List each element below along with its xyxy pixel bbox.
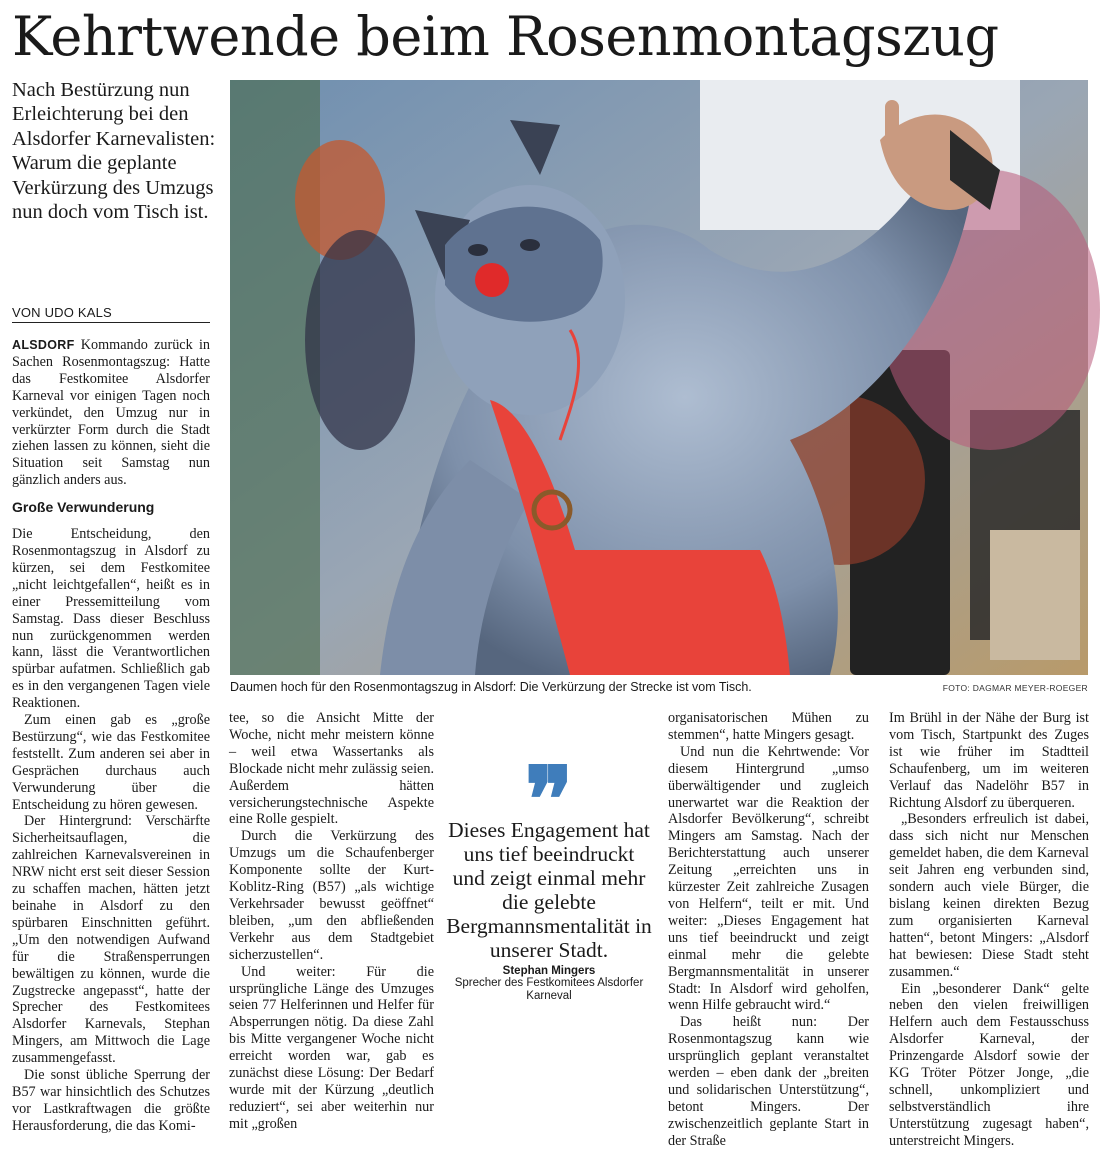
article-column-1 <box>12 337 210 1135</box>
article-column-3 <box>668 710 869 1150</box>
quote-text: Dieses Engagement hat uns tief beeindruckt und zeigt einmal mehr die gelebte Bergmannsmentalität in unserer Stadt. <box>446 818 652 962</box>
intro-paragraph <box>12 337 210 489</box>
paragraph: Ein „besonderer Dank“ gelte neben den vielen freiwilligen Helfern auch dem Festausschuss Alsdorfer Karneval, der Prinzengarde Alsdorf sowie der KG Tröter Pötzer Jonge, „die schnell, unkompliziert und selbstverständlich ihre Unterstützung zugesagt haben“, unterstreicht Mingers. <box>889 980 1089 1149</box>
article-photo <box>230 80 1088 675</box>
paragraph: Und nun die Kehrtwende: Vor diesem Hintergrund „umso überwältigender und zugleich unerwartet war die Reaktion der Alsdorfer Bevölkerung“, schreibt Mingers am Samstag. Nach der Berichterstattung auch unserer Zeitung „erreichten uns in kürzester Zeit zahlreiche Zusagen von Helfern“, teilt er mit. Und weiter: „Dieses Engagement hat uns tief beeindruckt und zeigt einmal mehr die gelebte Bergmannsmentalität in unserer Stadt: In Alsdorf wird geholfen, wenn Hilfe gebraucht wird.“ <box>668 743 869 1014</box>
paragraph: Durch die Verkürzung des Umzugs um die Schaufenberger Komponente sollte der Kurt-Koblitz-Ring (B57) „als wichtige Verkehrsader bewusst geöffnet“ bleiben, „um den abfließenden Verkehr aus dem Stadtgebiet sicherzustellen“. <box>229 828 434 963</box>
paragraph: organisatorischen Mühen zu stemmen“, hatte Mingers gesagt. <box>668 710 869 743</box>
costumed-carnival-figure-image <box>230 80 1088 675</box>
paragraph: Das heißt nun: Der Rosenmontagszug kann wie ursprünglich geplant veranstaltet werden – eben dank der „breiten und solidarischen Unterstützung“, betont Mingers. Der zwischenzeitlich geplante Start in der Straße <box>668 1014 869 1149</box>
caption-text: Daumen hoch für den Rosenmontagszug in Alsdorf: Die Verkürzung der Strecke ist vom Tisch. <box>230 680 752 694</box>
dateline: ALSDORF <box>12 338 75 352</box>
intro-text: Kommando zurück in Sachen Rosenmontagszug: Hatte das Festkomitee Alsdorfer Karneval vor einigen Tagen noch verkündet, den Umzug nur in verkürzter Form durch die Stadt ziehen lassen zu können, sieht die Situation seit Samstag nun gänzlich anders aus. <box>12 337 210 489</box>
photo-credit: FOTO: DAGMAR MEYER-ROEGER <box>942 683 1088 693</box>
article-column-4 <box>889 710 1089 1150</box>
paragraph: Und weiter: Für die ursprüngliche Länge des Umzuges seien 77 Helferinnen und Helfer für Absperrungen nötig. Da diese Zahl bis Mitte vergangener Woche nicht erreicht worden war, gab es zunächst diese Lösung: Der Bedarf wurde mit der Kürzung „deutlich reduziert“, sei aber weiterhin nur mit „großen <box>229 963 434 1132</box>
paragraph: Der Hintergrund: Verschärfte Sicherheitsauflagen, die zahlreichen Karnevalsvereinen in NRW nicht erst seit dieser Session zu schaffen machen, hätten jetzt beinahe in Alsdorf zu den spürbaren Einschnitten geführt. „Um den notwendigen Aufwand für die Straßensperrungen bewältigen zu können, wurde die Zugstrecke angepasst“, hatte der Sprecher des Festkomitees Alsdorfer Karnevals, Stephan Mingers, am Mittwoch die Lage zusammengefasst. <box>12 813 210 1067</box>
photo-caption <box>230 680 1088 694</box>
paragraph: Zum einen gab es „große Bestürzung“, wie das Festkomitee feststellt. Zum anderen sei aber in Gesprächen durchaus auch Verwunderung über die Entscheidung zu hören gewesen. <box>12 712 210 813</box>
paragraph: Die Entscheidung, den Rosenmontagszug in Alsdorf zu kürzen, sei dem Festkomitee „nicht leichtgefallen“, heißt es in einer Pressemitteilung vom Samstag. Dass dieser Beschluss nun zurückgenommen werden kann, lässt die Verantwortlichen spürbar aufatmen. Schließlich gab es in den vergangenen Tagen viele Reaktionen. <box>12 526 210 712</box>
paragraph: Im Brühl in der Nähe der Burg ist vom Tisch, Startpunkt des Zuges ist wie früher im Stadtteil Schaufenberg, um im weiteren Verlauf das Nadelöhr B57 in Richtung Alsdorf zu überqueren. <box>889 710 1089 811</box>
paragraph: „Besonders erfreulich ist dabei, dass sich nicht nur Menschen gemeldet haben, die dem Karneval seit Jahren eng verbunden sind, sondern auch viele Bürger, die bislang keinen direkten Bezug zum organisierten Karneval hatten“, betont Mingers: „Alsdorf hat bewiesen: Diese Stadt steht zusammen.“ <box>889 811 1089 980</box>
paragraph: Die sonst übliche Sperrung der B57 war hinsichtlich des Schutzes vor Lastkraftwagen die größte Herausforderung, die das Komi- <box>12 1067 210 1134</box>
quote-speaker-role: Sprecher des Festkomitees Alsdorfer Karneval <box>454 977 644 1002</box>
article-column-2 <box>229 710 434 1133</box>
lead-paragraph: Nach Bestürzung nun Erleichterung bei den Alsdorfer Karnevalisten: Warum die geplante Verkürzung des Umzugs nun doch vom Tisch ist. <box>12 79 216 224</box>
byline: VON UDO KALS <box>12 305 210 323</box>
headline: Kehrtwende beim Rosenmontagszug <box>12 5 999 68</box>
paragraph: tee, so die Ansicht Mitte der Woche, nicht mehr meistern könne – weil etwa Wassertanks als Blockade nicht mehr zulässig seien. Außerdem hätten versicherungstechnische Aspekte eine Rolle gespielt. <box>229 710 434 828</box>
quote-speaker-name: Stephan Mingers <box>502 965 596 977</box>
subheading: Große Verwunderung <box>12 499 155 516</box>
quotation-mark-icon: ❞ <box>524 747 574 853</box>
pull-quote <box>446 747 652 1003</box>
